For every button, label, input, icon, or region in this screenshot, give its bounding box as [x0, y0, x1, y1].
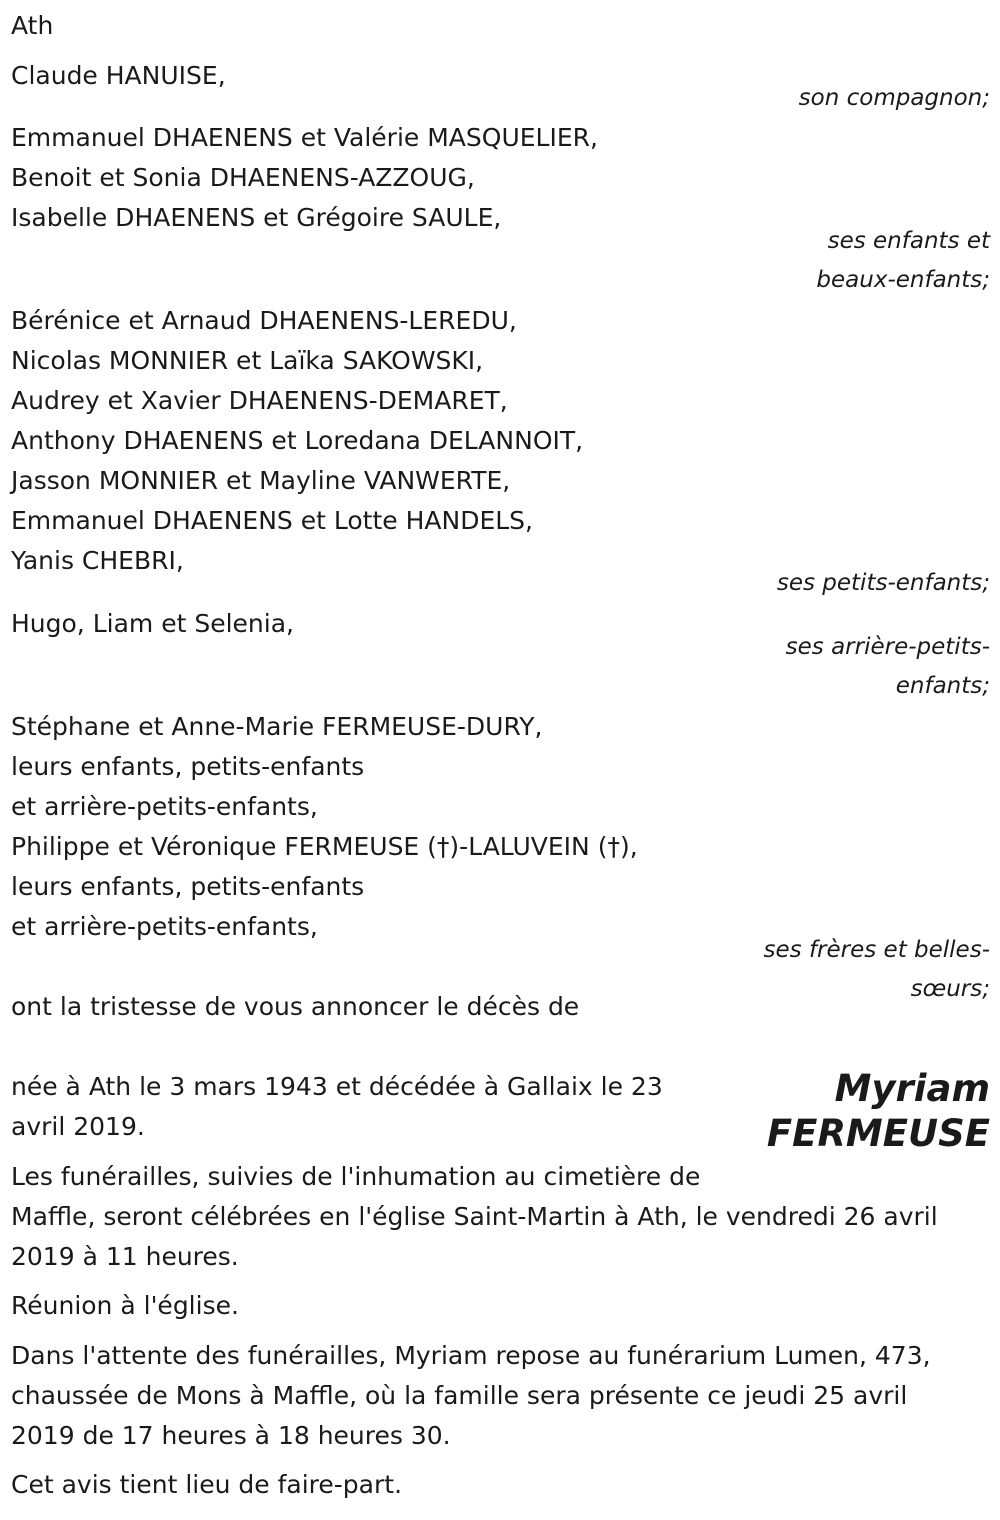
visitation-line: chaussée de Mons à Maffle, où la famille sera présente ce jeudi 25 avril	[11, 1381, 908, 1410]
name-line: leurs enfants, petits-enfants	[11, 872, 365, 901]
name-line: Jasson MONNIER et Mayline VANWERTE,	[11, 466, 511, 495]
name-line: Benoit et Sonia DHAENENS-AZZOUG,	[11, 163, 475, 192]
name-line: Stéphane et Anne-Marie FERMEUSE-DURY,	[11, 712, 543, 741]
funeral-line: Les funérailles, suivies de l'inhumation au cimetière de	[11, 1162, 701, 1191]
relation-label: sœurs;	[910, 976, 990, 1002]
relation-label: ses arrière-petits-	[785, 634, 990, 660]
closing-text: Cet avis tient lieu de faire-part.	[11, 1470, 403, 1499]
relation-label: son compagnon;	[798, 85, 990, 111]
location: Ath	[11, 11, 54, 40]
birth-death-line: née à Ath le 3 mars 1943 et décédée à Gallaix le 23	[11, 1072, 663, 1101]
name-line: Yanis CHEBRI,	[11, 546, 184, 575]
name-line: Nicolas MONNIER et Laïka SAKOWSKI,	[11, 346, 484, 375]
name-line: et arrière-petits-enfants,	[11, 792, 318, 821]
name-line: Bérénice et Arnaud DHAENENS-LEREDU,	[11, 306, 517, 335]
name-line: leurs enfants, petits-enfants	[11, 752, 365, 781]
reunion-text: Réunion à l'église.	[11, 1291, 239, 1320]
relation-label: beaux-enfants;	[816, 267, 990, 293]
relation-label: ses frères et belles-	[763, 937, 990, 963]
name-line: Audrey et Xavier DHAENENS-DEMARET,	[11, 386, 508, 415]
name-line: Claude HANUISE,	[11, 61, 226, 90]
deceased-name	[767, 1066, 990, 1156]
funeral-line: 2019 à 11 heures.	[11, 1242, 239, 1271]
name-line: Emmanuel DHAENENS et Lotte HANDELS,	[11, 506, 533, 535]
deceased-last-name: FERMEUSE	[766, 1112, 990, 1155]
birth-death-line: avril 2019.	[11, 1112, 145, 1141]
deceased-first-name: Myriam	[834, 1067, 990, 1110]
name-line: Emmanuel DHAENENS et Valérie MASQUELIER,	[11, 123, 598, 152]
announcement-text: ont la tristesse de vous annoncer le décès de	[11, 992, 580, 1021]
funeral-line: Maffle, seront célébrées en l'église Saint-Martin à Ath, le vendredi 26 avril	[11, 1202, 938, 1231]
name-line: Isabelle DHAENENS et Grégoire SAULE,	[11, 203, 502, 232]
relation-label: enfants;	[895, 673, 990, 699]
relation-label: ses petits-enfants;	[776, 570, 990, 596]
name-line: Philippe et Véronique FERMEUSE (†)-LALUVEIN (†),	[11, 832, 638, 861]
visitation-line: Dans l'attente des funérailles, Myriam repose au funérarium Lumen, 473,	[11, 1341, 931, 1370]
name-line: Hugo, Liam et Selenia,	[11, 609, 294, 638]
visitation-line: 2019 de 17 heures à 18 heures 30.	[11, 1421, 451, 1450]
name-line: Anthony DHAENENS et Loredana DELANNOIT,	[11, 426, 584, 455]
name-line: et arrière-petits-enfants,	[11, 912, 318, 941]
relation-label: ses enfants et	[827, 228, 990, 254]
